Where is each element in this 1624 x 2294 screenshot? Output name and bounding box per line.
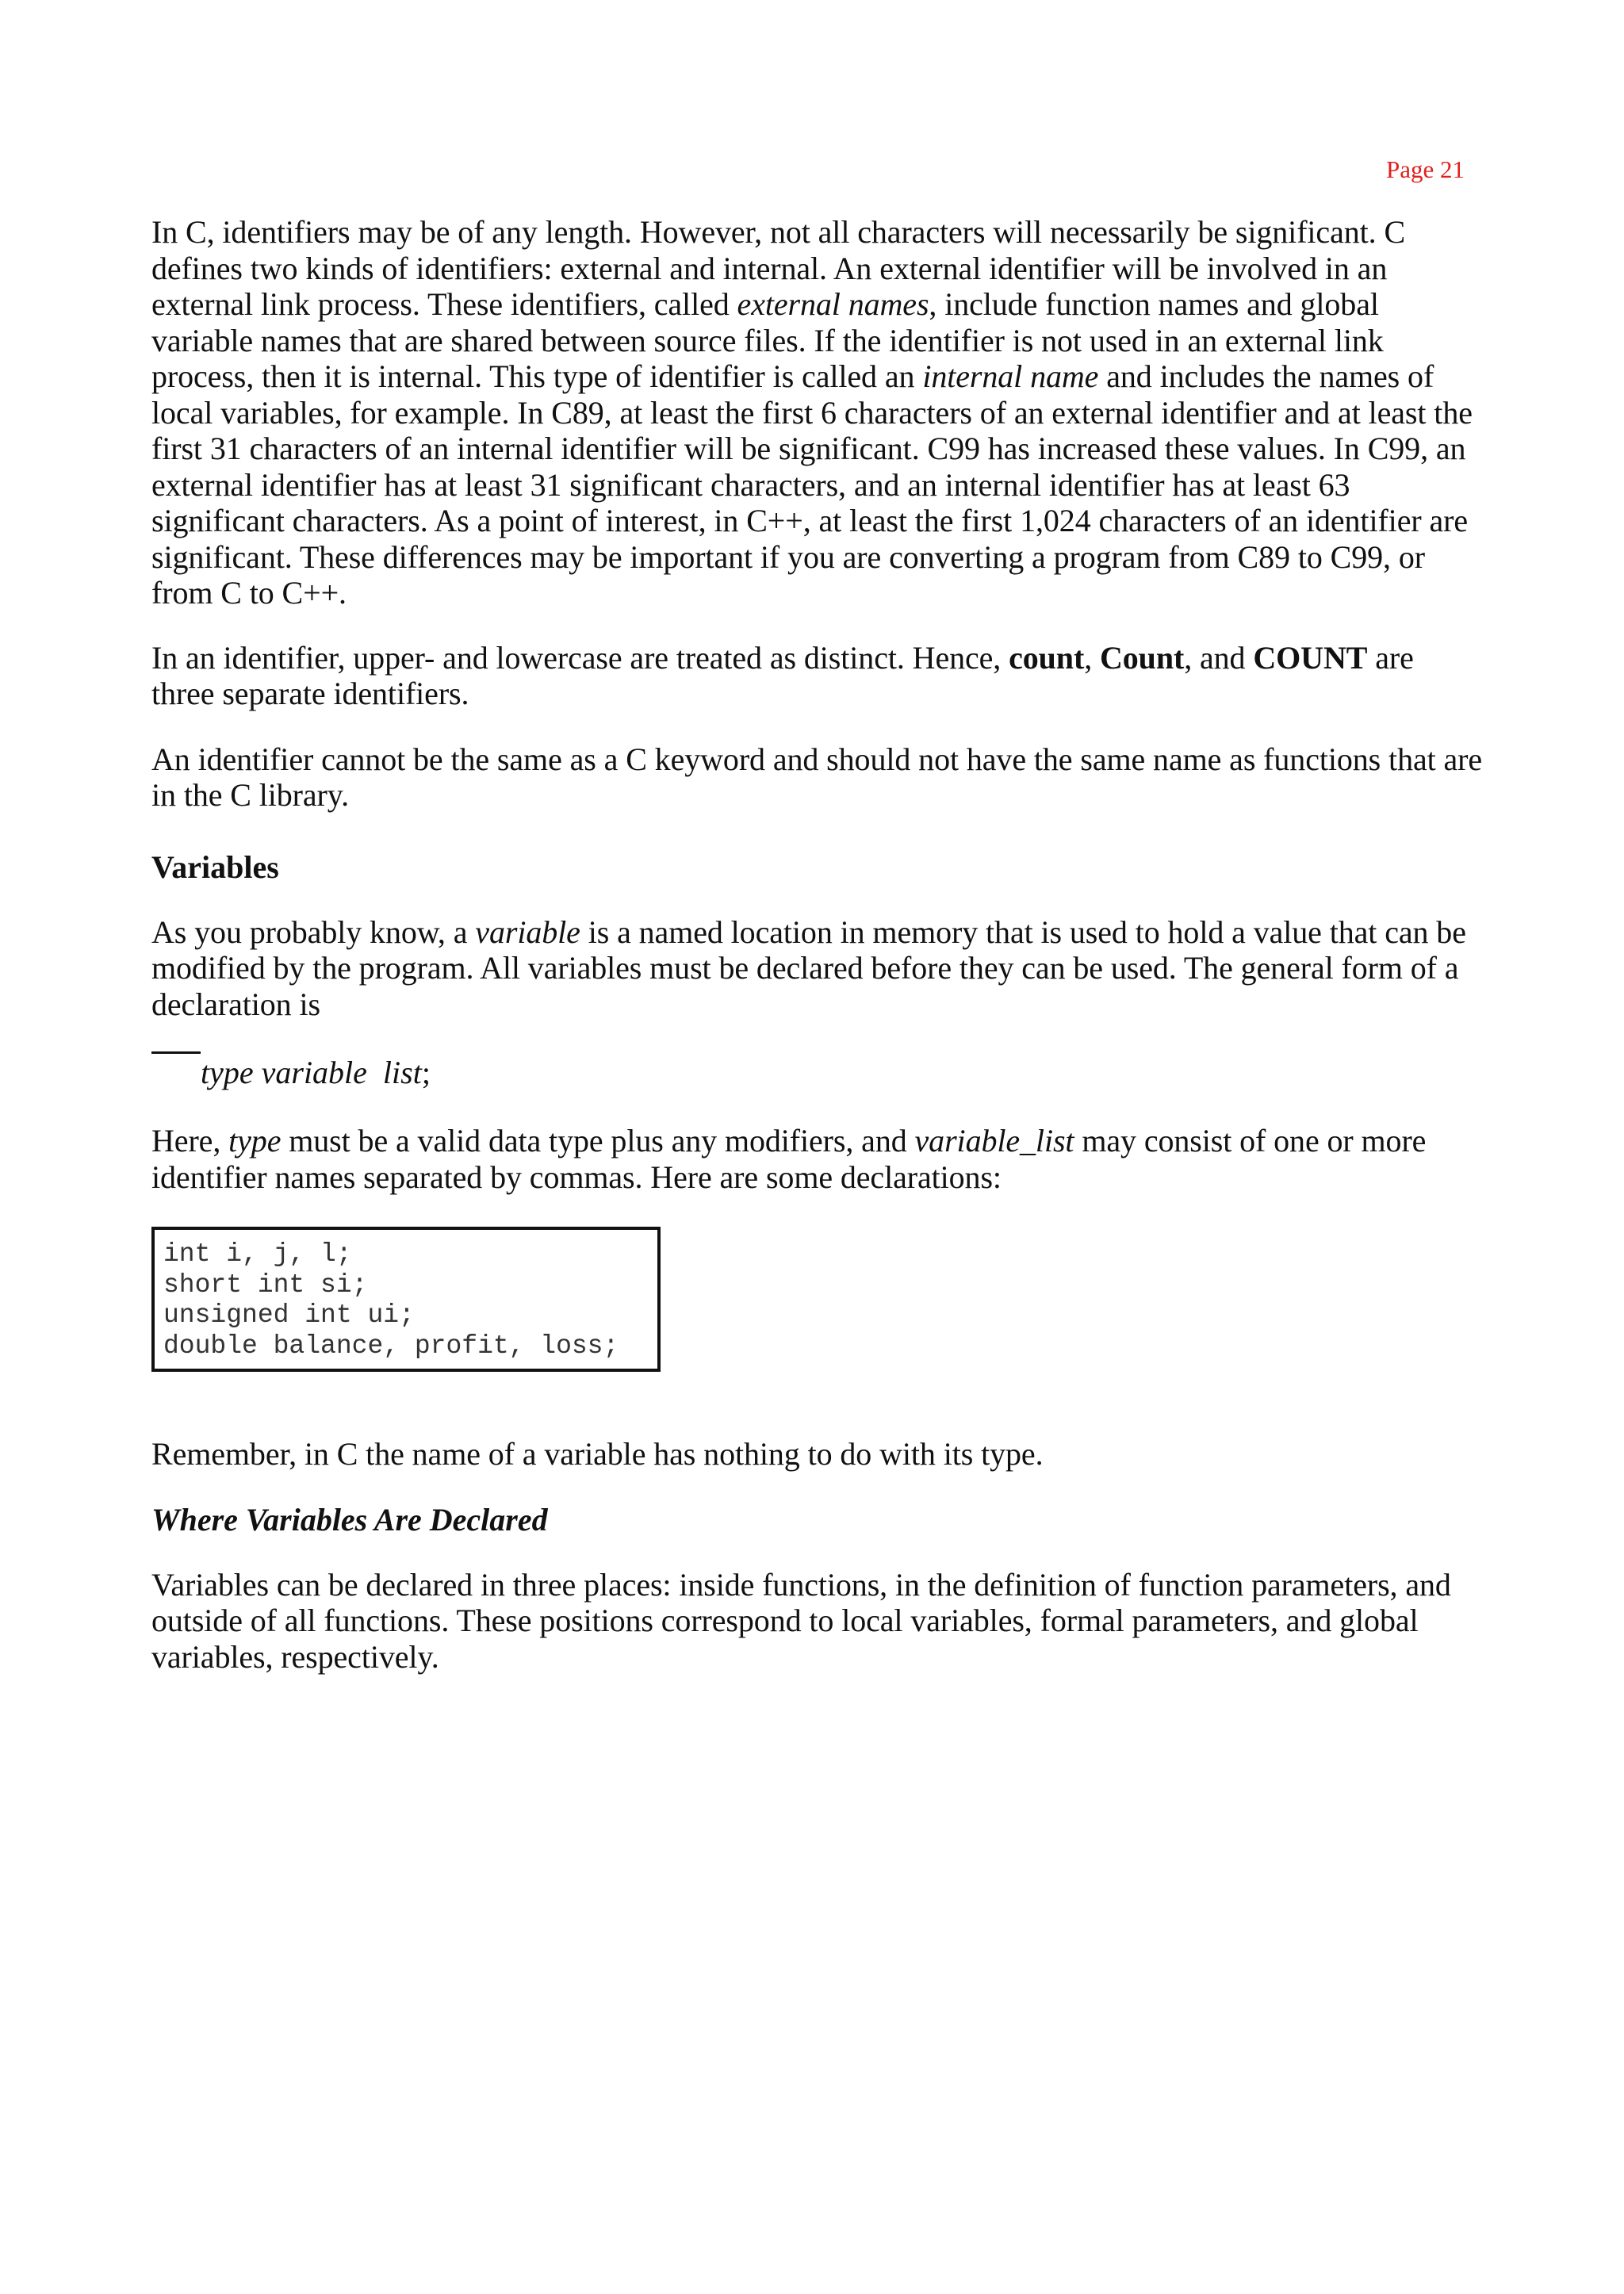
text-run: , and xyxy=(1184,639,1254,676)
syntax-semicolon: ; xyxy=(421,1055,431,1090)
page-number: Page 21 xyxy=(1385,155,1465,183)
text-run: In an identifier, upper- and lowercase are treated as distinct. Hence, xyxy=(151,639,1009,676)
paragraph-variable-definition xyxy=(151,914,1484,1023)
text-run: may consist of one or more identifier names separated by commas. Here are some declarations: xyxy=(151,1123,1427,1195)
section-heading-variables: Variables xyxy=(151,848,279,885)
paragraph-declaration-places: Variables can be declared in three places: inside functions, in the definition of function parameters, and outside of all functions. These positions correspond to local variables, formal parameters, and global variables, respectively. xyxy=(151,1566,1451,1675)
text-run: are three separate identifiers. xyxy=(151,639,1414,711)
text-run: and includes the names of local variables, for example. In C89, at least the first 6 characters of an external identifier and at least the first 31 characters of an internal identifier will be significant. C99 has increased these values. In C99, an external identifier has at least 31 significant characters, and an internal identifier has at least 63 significant characters. As a point of interest, in C++, at least the first 1,024 characters of an identifier are significant. These differences may be important if you are converting a program from C89 to C99, or from C to C++. xyxy=(151,358,1473,611)
syntax-rule xyxy=(151,1051,201,1054)
bold-count-title: Count xyxy=(1100,639,1185,676)
paragraph-name-vs-type: Remember, in C the name of a variable has nothing to do with its type. xyxy=(151,1436,1044,1472)
emphasis-type: type xyxy=(228,1123,282,1158)
paragraph-keyword-restriction: An identifier cannot be the same as a C keyword and should not have the same name as functions that are in the C library. xyxy=(151,741,1483,813)
code-line: int i, j, l; xyxy=(163,1239,352,1269)
paragraph-identifier-length xyxy=(151,214,1484,611)
emphasis-variable: variable xyxy=(475,913,580,950)
text-run: As you probably know, a xyxy=(151,913,476,950)
text-run: Here, xyxy=(151,1123,229,1158)
emphasis-external-names: external names xyxy=(737,286,929,322)
code-line: unsigned int ui; xyxy=(163,1300,415,1330)
text-run: must be a valid data type plus any modifiers, and xyxy=(281,1123,915,1158)
syntax-list: list xyxy=(382,1055,422,1090)
text-run: , include function names and global variable names that are shared between source files. If the identifier is not used in an external link process, then it is internal. This type of identifier is called an xyxy=(151,286,1384,394)
declaration-syntax xyxy=(151,1051,1484,1093)
bold-count-lower: count xyxy=(1009,639,1085,676)
emphasis-variable-list: variable_list xyxy=(914,1123,1074,1158)
text-run: , xyxy=(1084,639,1100,676)
code-line: short int si; xyxy=(163,1270,368,1300)
syntax-line xyxy=(201,1055,431,1090)
page-content xyxy=(151,214,1484,1675)
subsection-heading-where-declared: Where Variables Are Declared xyxy=(151,1501,548,1538)
paragraph-declaration-explanation xyxy=(151,1123,1484,1195)
paragraph-case-sensitivity xyxy=(151,640,1484,712)
code-line: double balance, profit, loss; xyxy=(163,1331,619,1361)
text-run: is a named location in memory that is used to hold a value that can be modified by the program. All variables must be declared before they can be used. The general form of a declaration is xyxy=(151,913,1466,1022)
emphasis-internal-name: internal name xyxy=(922,358,1099,394)
bold-count-upper: COUNT xyxy=(1253,639,1368,676)
syntax-type-variable: type variable xyxy=(201,1055,367,1090)
text-run: In C, identifiers may be of any length. However, not all characters will necessarily be significant. C defines two kinds of identifiers: external and internal. An external identifier will be involved in an external link process. These identifiers, called xyxy=(151,214,1406,322)
code-example-box xyxy=(151,1227,661,1372)
